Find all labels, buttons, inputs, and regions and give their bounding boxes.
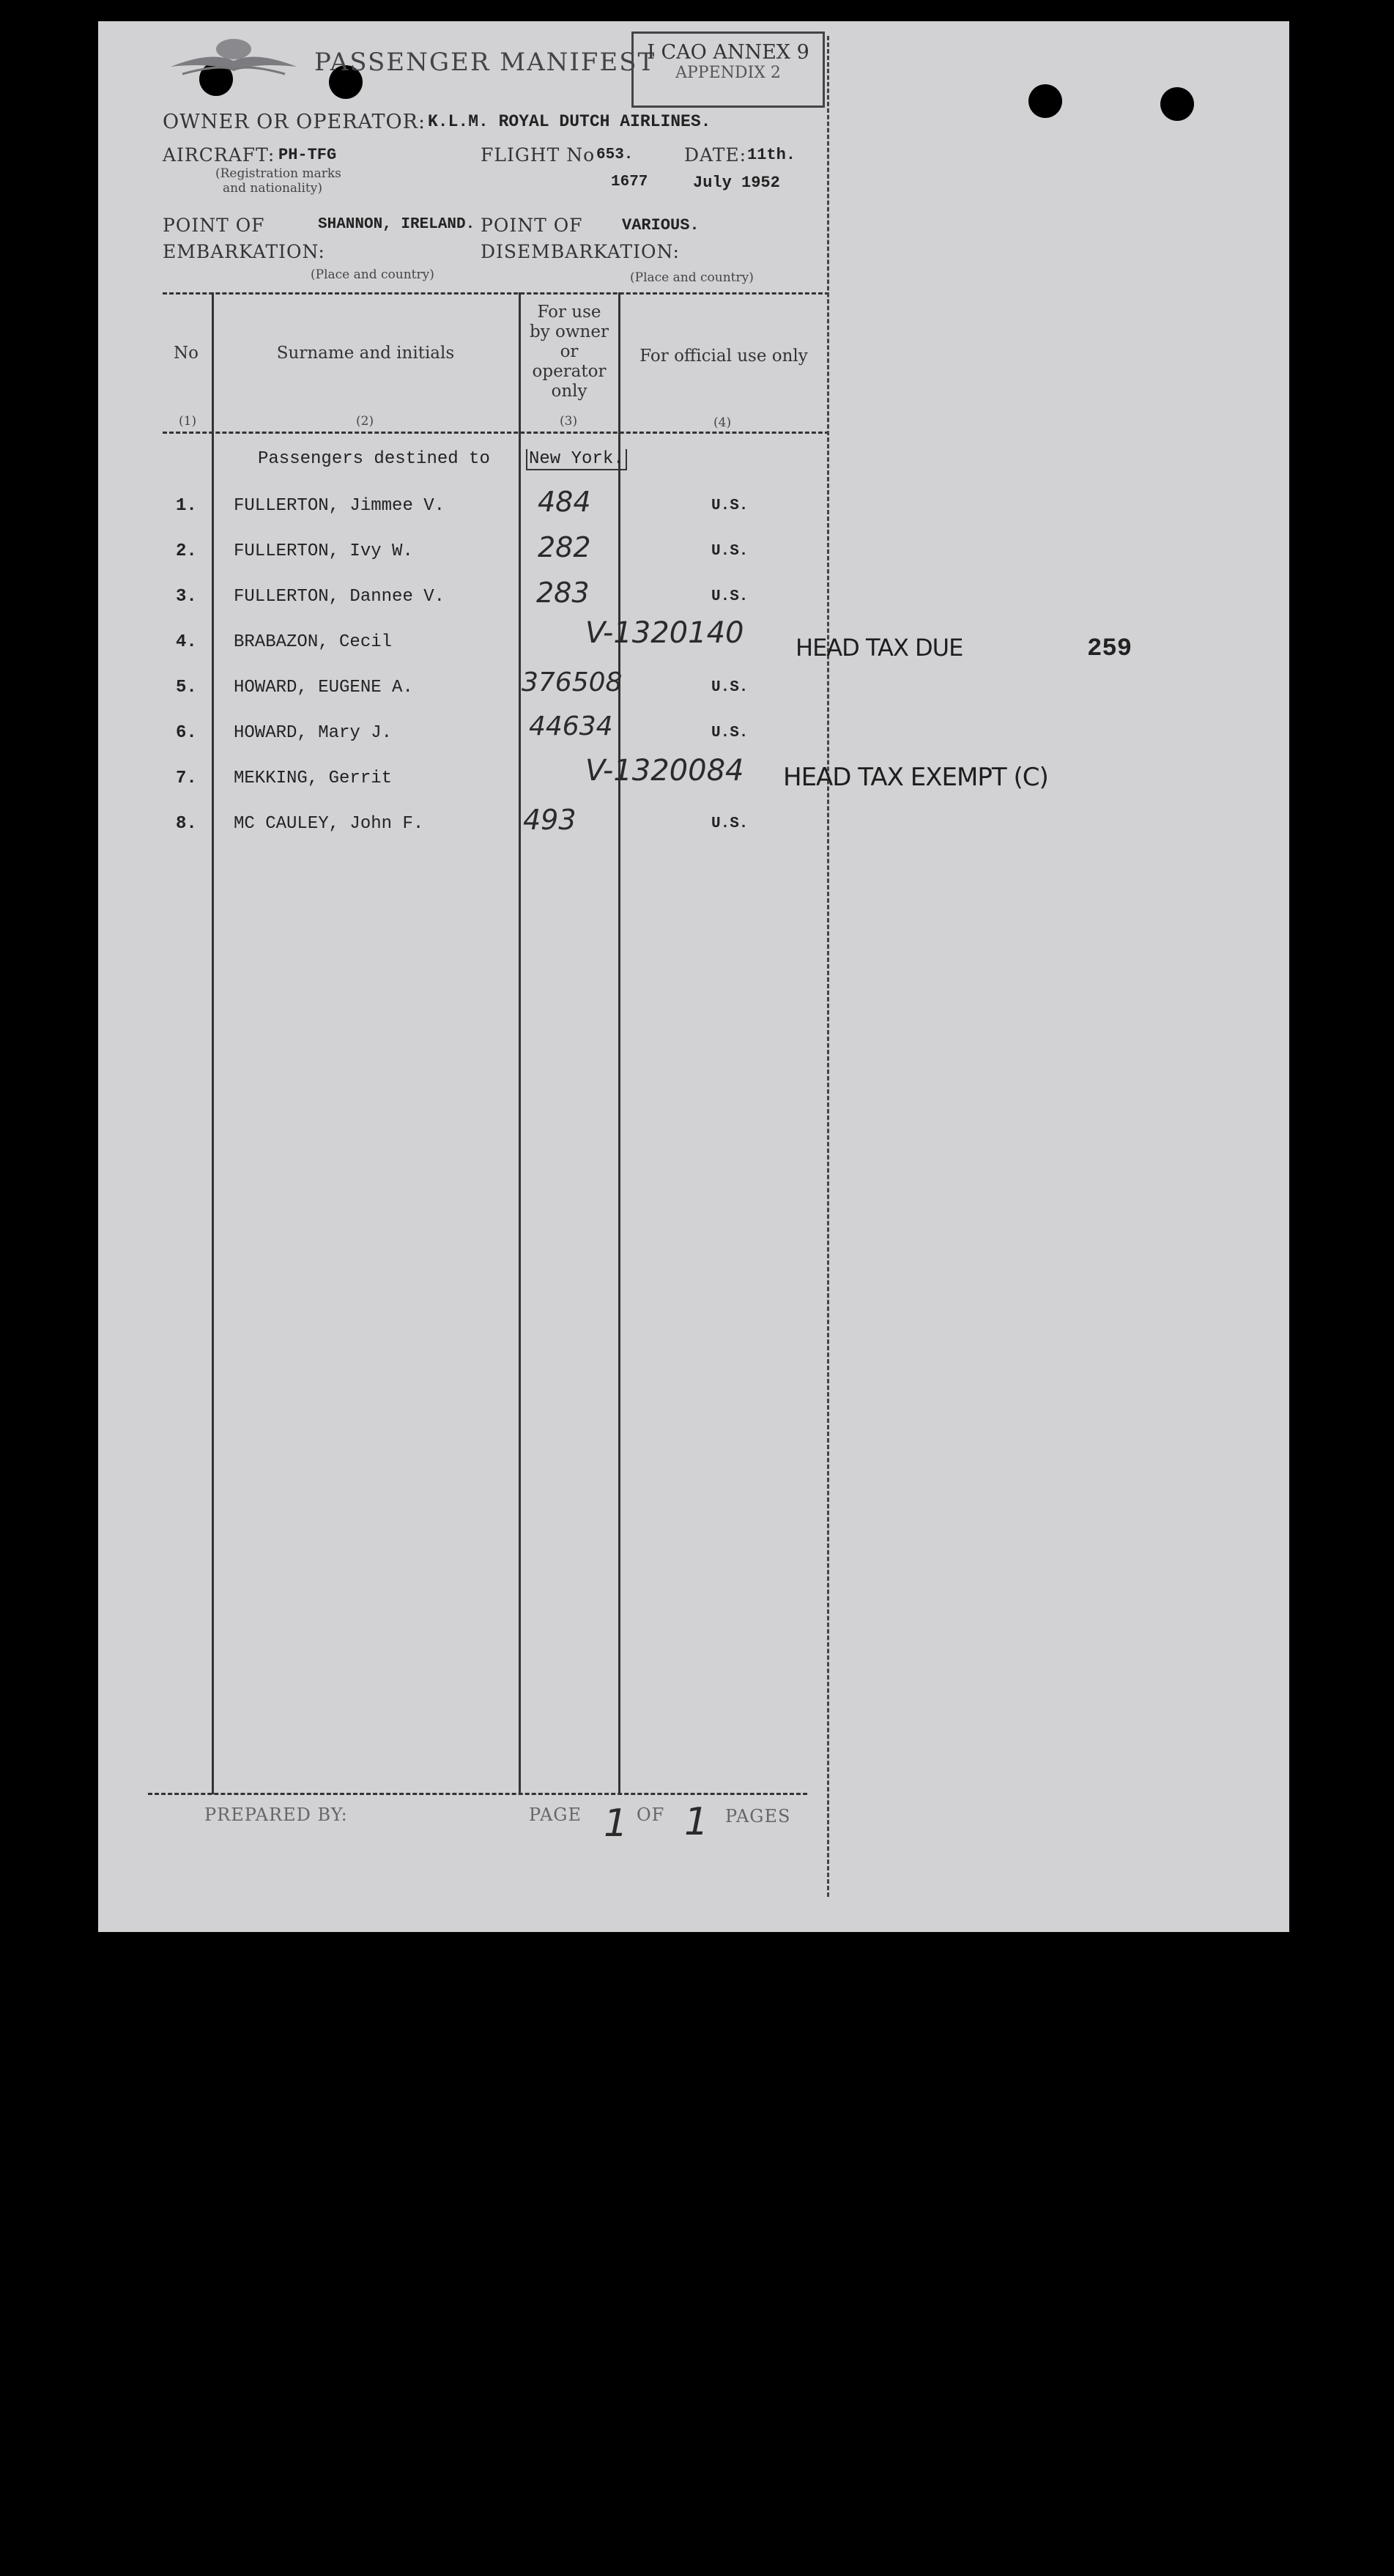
row-2-official: U.S. [711,543,749,560]
disembarkation-place-note: (Place and country) [630,270,754,285]
punch-hole [1160,87,1194,121]
row-5-ticket: 376508 [522,667,623,697]
airline-wings-logo [168,29,300,87]
head-tax-amount: 259 [1087,635,1132,663]
footer-rule [148,1793,807,1795]
annex-line-2: APPENDIX 2 [675,64,781,82]
manifest-title: PASSENGER MANIFEST [314,48,656,77]
aircraft-note-1: (Registration marks [215,166,341,181]
aircraft-label: AIRCRAFT: [163,144,275,166]
row-5-no: 5. [176,678,197,697]
row-1-name: FULLERTON, Jimmee V. [234,496,445,516]
column-header-official: For official use only [639,347,808,366]
row-7-official: V-1320084 [585,754,744,788]
row-7-no: 7. [176,769,197,788]
embarkation-label-1: POINT OF [163,215,265,236]
column-number-1: (1) [179,414,197,429]
destination-prefix: Passengers destined to [258,449,490,469]
row-7-name: MEKKING, Gerrit [234,769,393,788]
row-1-official: U.S. [711,497,749,514]
row-6-official: U.S. [711,725,749,741]
row-2-no: 2. [176,541,197,561]
flight-label: FLIGHT No [481,144,596,166]
embarkation-place-note: (Place and country) [311,267,434,282]
page-label: PAGE [529,1805,582,1825]
row-4-official: V-1320140 [585,616,744,650]
column-header-no: No [174,344,199,363]
date-value-1: 11th. [747,146,796,164]
row-4-no: 4. [176,632,197,652]
column-header-name: Surname and initials [276,344,455,363]
row-1-no: 1. [176,496,197,516]
column-divider-2 [519,292,521,1794]
date-label: DATE: [684,144,747,166]
row-6-name: HOWARD, Mary J. [234,723,393,743]
row-2-ticket: 282 [538,531,591,563]
annex-line-1: I CAO ANNEX 9 [647,41,809,64]
row-6-no: 6. [176,723,197,743]
row-3-official: U.S. [711,588,749,605]
row-1-ticket: 484 [538,486,591,518]
row-6-ticket: 44634 [529,711,613,741]
embarkation-value: SHANNON, IRELAND. [318,216,475,233]
of-label: OF [637,1805,665,1825]
owner-label: OWNER OR OPERATOR: [163,111,426,133]
column-number-3: (3) [560,414,578,429]
column-number-4: (4) [713,415,732,430]
row-2-name: FULLERTON, Ivy W. [234,541,413,561]
destination-value: New York. [526,449,627,470]
owner-use-line-2: by owner [530,322,609,341]
disembarkation-value: VARIOUS. [622,216,700,234]
row-8-no: 8. [176,814,197,834]
head-tax-due-stamp: HEAD TAX DUE [796,634,963,662]
aircraft-note-2: and nationality) [223,181,322,196]
punch-hole [1028,84,1062,118]
row-8-official: U.S. [711,815,749,832]
column-divider-3 [618,292,620,1794]
flight-value-2: 1677 [611,174,648,190]
column-divider-1 [212,292,214,1794]
embarkation-label-2: EMBARKATION: [163,241,325,262]
annex-box [631,32,825,108]
row-5-official: U.S. [711,679,749,696]
owner-value: K.L.M. ROYAL DUTCH AIRLINES. [428,112,711,131]
disembarkation-label-1: POINT OF [481,215,583,236]
row-3-no: 3. [176,587,197,607]
owner-use-line-1: For use [537,303,601,322]
head-tax-exempt-stamp: HEAD TAX EXEMPT (C) [783,763,1048,792]
row-8-name: MC CAULEY, John F. [234,814,424,834]
column-header-owner-use [522,303,617,401]
row-5-name: HOWARD, EUGENE A. [234,678,413,697]
flight-value-1: 653. [596,147,634,163]
row-3-name: FULLERTON, Dannee V. [234,587,445,607]
prepared-by-label: PREPARED BY: [204,1805,348,1825]
page-number: 1 [604,1802,629,1846]
total-pages-number: 1 [684,1800,709,1844]
manifest-sheet [98,21,1289,1932]
pages-label: PAGES [725,1806,791,1826]
column-number-2: (2) [356,414,374,429]
aircraft-value: PH-TFG [278,146,337,164]
row-4-name: BRABAZON, Cecil [234,632,393,652]
table-header-rule [163,432,829,434]
date-value-2: July 1952 [693,174,780,192]
owner-use-line-5: only [551,382,587,401]
table-top-rule [163,292,829,295]
row-8-ticket: 493 [523,804,576,836]
owner-use-line-3: or [560,342,579,361]
disembarkation-label-2: DISEMBARKATION: [481,241,680,262]
owner-use-line-4: operator [532,362,607,381]
official-column-border [827,36,829,1897]
row-3-ticket: 283 [536,577,590,609]
